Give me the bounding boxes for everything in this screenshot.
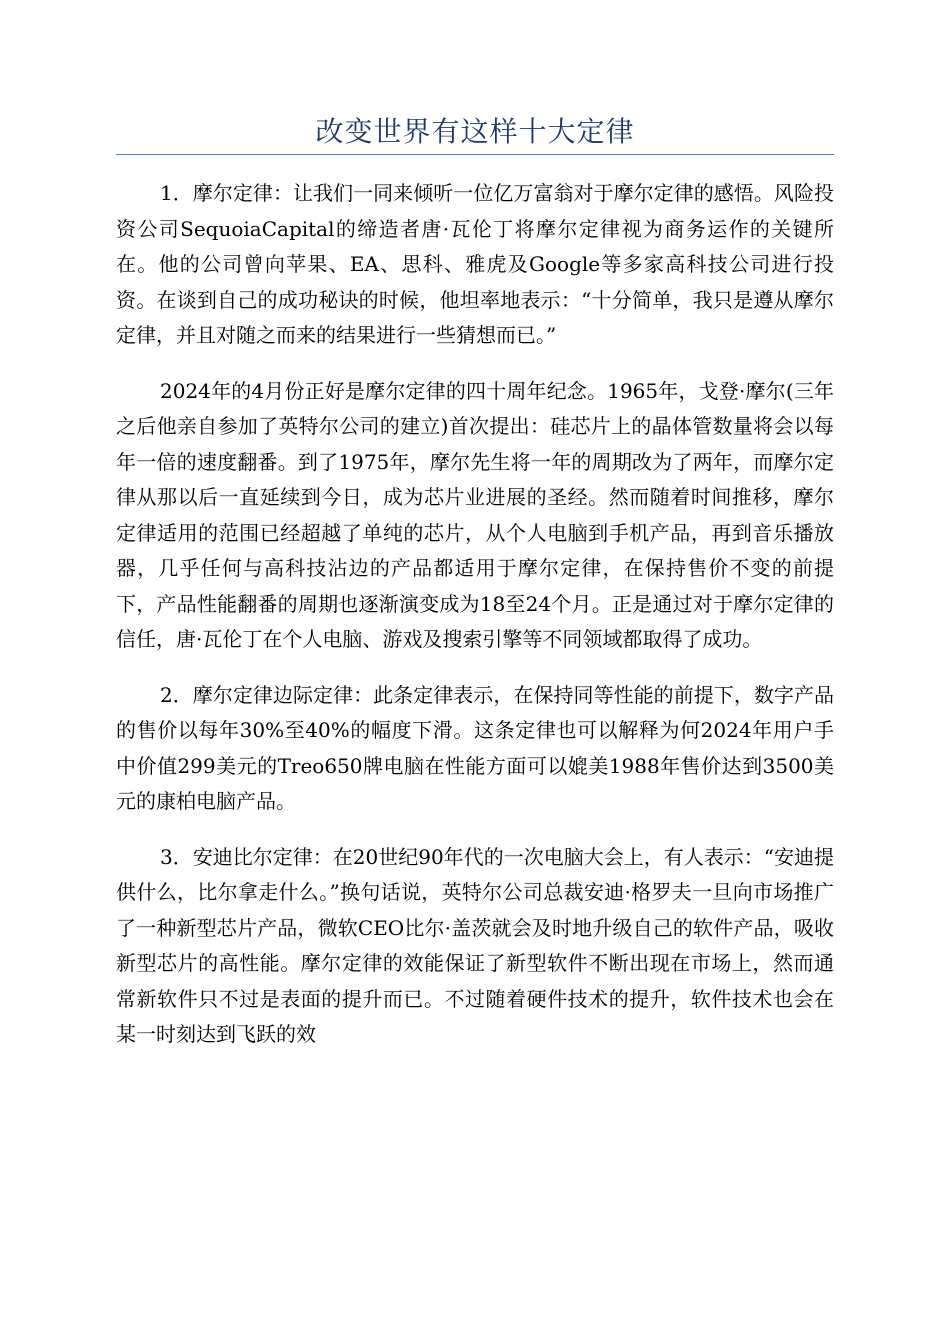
paragraph-moore-marginal-law: 2．摩尔定律边际定律：此条定律表示，在保持同等性能的前提下，数字产品的售价以每年30%至40%的幅度下滑。这条定律也可以解释为何2024年用户手中价值299美元的Treo650牌电脑在性能方面可以媲美1988年售价达到3500美元的康柏电脑产品。 xyxy=(116,682,834,813)
paragraph-andy-bill-law: 3．安迪比尔定律：在20世纪90年代的一次电脑大会上，有人表示：“安迪提供什么，比尔拿走什么。”换句话说，英特尔公司总裁安迪·格罗夫一旦向市场推广了一种新型芯片产品，微软CEO比尔·盖茨就会及时地升级自己的软件产品，吸收新型芯片的高性能。摩尔定律的效能保证了新型软件不断出现在市场上，然而通常新软件只不过是表面的提升而已。不过随着硬件技术的提升，软件技术也会在某一时刻达到飞跃的效 xyxy=(116,844,834,1046)
document-body xyxy=(116,176,834,1073)
paragraph-moore-law: 1．摩尔定律：让我们一同来倾听一位亿万富翁对于摩尔定律的感悟。风险投资公司SequoiaCapital的缔造者唐·瓦伦丁将摩尔定律视为商务运作的关键所在。他的公司曾向苹果、EA、思科、雅虎及Google等多家高科技公司进行投资。在谈到自己的成功秘诀的时候，他坦率地表示：“十分简单，我只是遵从摩尔定律，并且对随之而来的结果进行一些猜想而已。” xyxy=(116,181,834,347)
title-underline xyxy=(116,154,834,155)
page-title: 改变世界有这样十大定律 xyxy=(315,115,635,148)
paragraph-moore-anniversary: 2024年的4月份正好是摩尔定律的四十周年纪念。1965年，戈登·摩尔(三年之后他亲自参加了英特尔公司的建立)首次提出：硅芯片上的晶体管数量将会以每年一倍的速度翻番。到了1975年，摩尔先生将一年的周期改为了两年，而摩尔定律从那以后一直延续到今日，成为芯片业进展的圣经。然而随着时间推移，摩尔定律适用的范围已经超越了单纯的芯片，从个人电脑到手机产品，再到音乐播放器，几乎任何与高科技沾边的产品都适用于摩尔定律，在保持售价不变的前提下，产品性能翻番的周期也逐渐演变成为18至24个月。正是通过对于摩尔定律的信任，唐·瓦伦丁在个人电脑、游戏及搜索引擎等不同领域都取得了成功。 xyxy=(116,378,834,651)
